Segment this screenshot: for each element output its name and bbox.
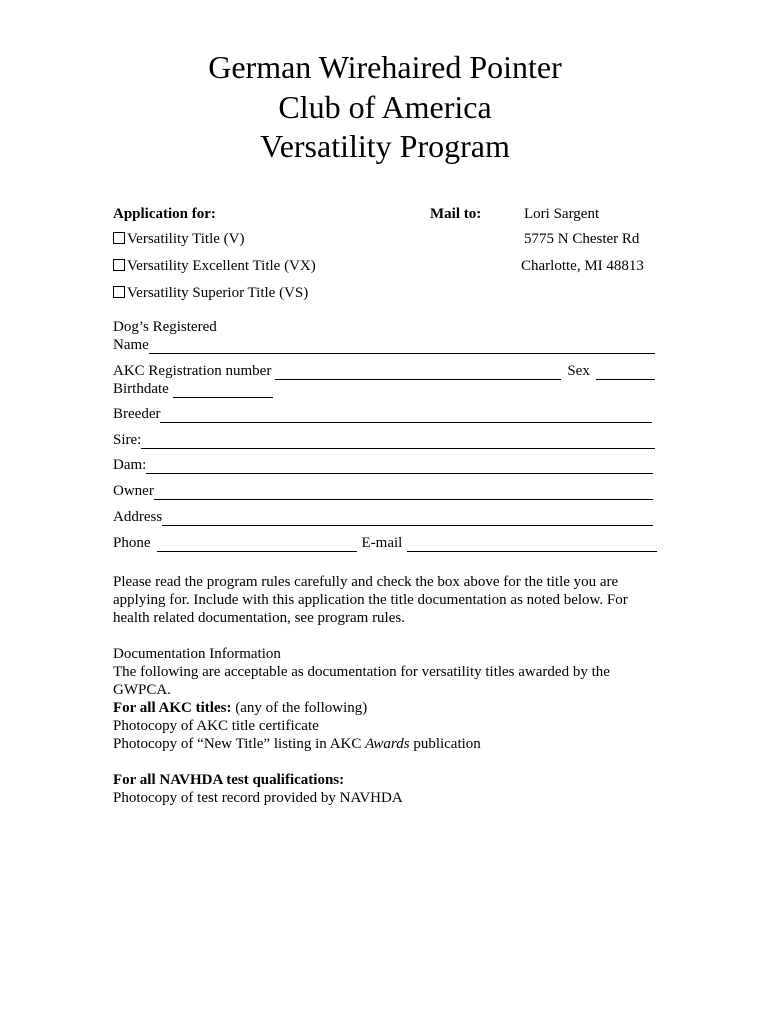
- title-line-3: Versatility Program: [260, 128, 510, 164]
- name-field[interactable]: [113, 336, 655, 354]
- address-field[interactable]: [113, 508, 653, 526]
- akc-item-new-title-suffix: publication: [413, 736, 481, 752]
- akc-item-new-title-prefix: Photocopy of “New Title” listing in AKC: [113, 736, 362, 752]
- option-versatility-excellent-label: Versatility Excellent Title (VX): [127, 258, 316, 274]
- dam-label: Dam:: [113, 457, 147, 473]
- akc-titles-line: [113, 699, 673, 717]
- dam-input-line[interactable]: [146, 459, 653, 474]
- akc-item-awards: Awards: [365, 736, 410, 752]
- mail-to-label: Mail to:: [430, 206, 482, 222]
- navhda-heading: For all NAVHDA test qualifications:: [113, 772, 345, 788]
- navhda-item: Photocopy of test record provided by NAVHDA: [113, 790, 403, 806]
- mail-city: Charlotte, MI 48813: [521, 258, 644, 274]
- owner-label: Owner: [113, 483, 154, 499]
- option-versatility-label: Versatility Title (V): [127, 231, 245, 247]
- address-label: Address: [113, 509, 163, 525]
- phone-email-field[interactable]: [113, 534, 657, 552]
- akc-item-certificate: Photocopy of AKC title certificate: [113, 718, 319, 734]
- checkbox-versatility-superior[interactable]: [113, 286, 125, 298]
- breeder-field[interactable]: [113, 405, 652, 423]
- birthdate-field[interactable]: [113, 380, 273, 398]
- sex-label: Sex: [567, 363, 590, 379]
- documentation-intro-line-2: GWPCA.: [113, 682, 171, 698]
- sex-input-line[interactable]: [596, 365, 655, 380]
- checkbox-versatility[interactable]: [113, 232, 125, 244]
- name-label: Name: [113, 337, 149, 353]
- phone-input-line[interactable]: [157, 537, 357, 552]
- option-versatility-excellent[interactable]: [113, 257, 316, 275]
- sire-input-line[interactable]: [141, 434, 655, 449]
- mail-name: Lori Sargent: [524, 206, 600, 222]
- option-versatility[interactable]: [113, 230, 245, 248]
- instructions-line-3: health related documentation, see program rules.: [113, 610, 405, 626]
- title-line-2: Club of America: [278, 88, 492, 125]
- documentation-heading: Documentation Information: [113, 646, 281, 662]
- breeder-label: Breeder: [113, 406, 161, 422]
- phone-label: Phone: [113, 535, 151, 551]
- mail-street: 5775 N Chester Rd: [524, 231, 640, 247]
- address-input-line[interactable]: [162, 511, 653, 526]
- breeder-input-line[interactable]: [160, 408, 652, 423]
- option-versatility-superior[interactable]: [113, 284, 308, 302]
- dam-field[interactable]: [113, 456, 653, 474]
- birthdate-input-line[interactable]: [173, 383, 273, 398]
- application-heading: Application for:: [113, 206, 216, 222]
- birthdate-label: Birthdate: [113, 381, 169, 397]
- akc-item-new-title: [113, 735, 673, 753]
- document-title: [0, 48, 770, 167]
- instructions-paragraph: [113, 573, 673, 627]
- name-input-line[interactable]: [149, 339, 655, 354]
- checkbox-versatility-excellent[interactable]: [113, 259, 125, 271]
- akc-registration-input-line[interactable]: [275, 365, 561, 380]
- email-label: E-mail: [361, 535, 403, 551]
- instructions-line-2: applying for. Include with this application the title documentation as noted below. For: [113, 592, 628, 608]
- akc-titles-qualifier: (any of the following): [235, 700, 368, 716]
- akc-registration-label: AKC Registration number: [113, 363, 272, 379]
- akc-titles-heading: For all AKC titles:: [113, 700, 232, 716]
- email-input-line[interactable]: [407, 537, 657, 552]
- documentation-section: [113, 645, 673, 807]
- title-line-1: German Wirehaired Pointer: [208, 49, 562, 85]
- sire-field[interactable]: [113, 431, 655, 449]
- sire-label: Sire:: [113, 432, 142, 448]
- documentation-spacer: [113, 753, 673, 771]
- dog-registered-label: Dog’s Registered: [113, 319, 217, 335]
- owner-field[interactable]: [113, 482, 653, 500]
- akc-registration-field[interactable]: [113, 362, 655, 380]
- instructions-line-1: Please read the program rules carefully and check the box above for the title you are: [113, 574, 619, 590]
- owner-input-line[interactable]: [154, 485, 653, 500]
- option-versatility-superior-label: Versatility Superior Title (VS): [127, 285, 309, 301]
- documentation-intro-line-1: The following are acceptable as documentation for versatility titles awarded by the: [113, 664, 610, 680]
